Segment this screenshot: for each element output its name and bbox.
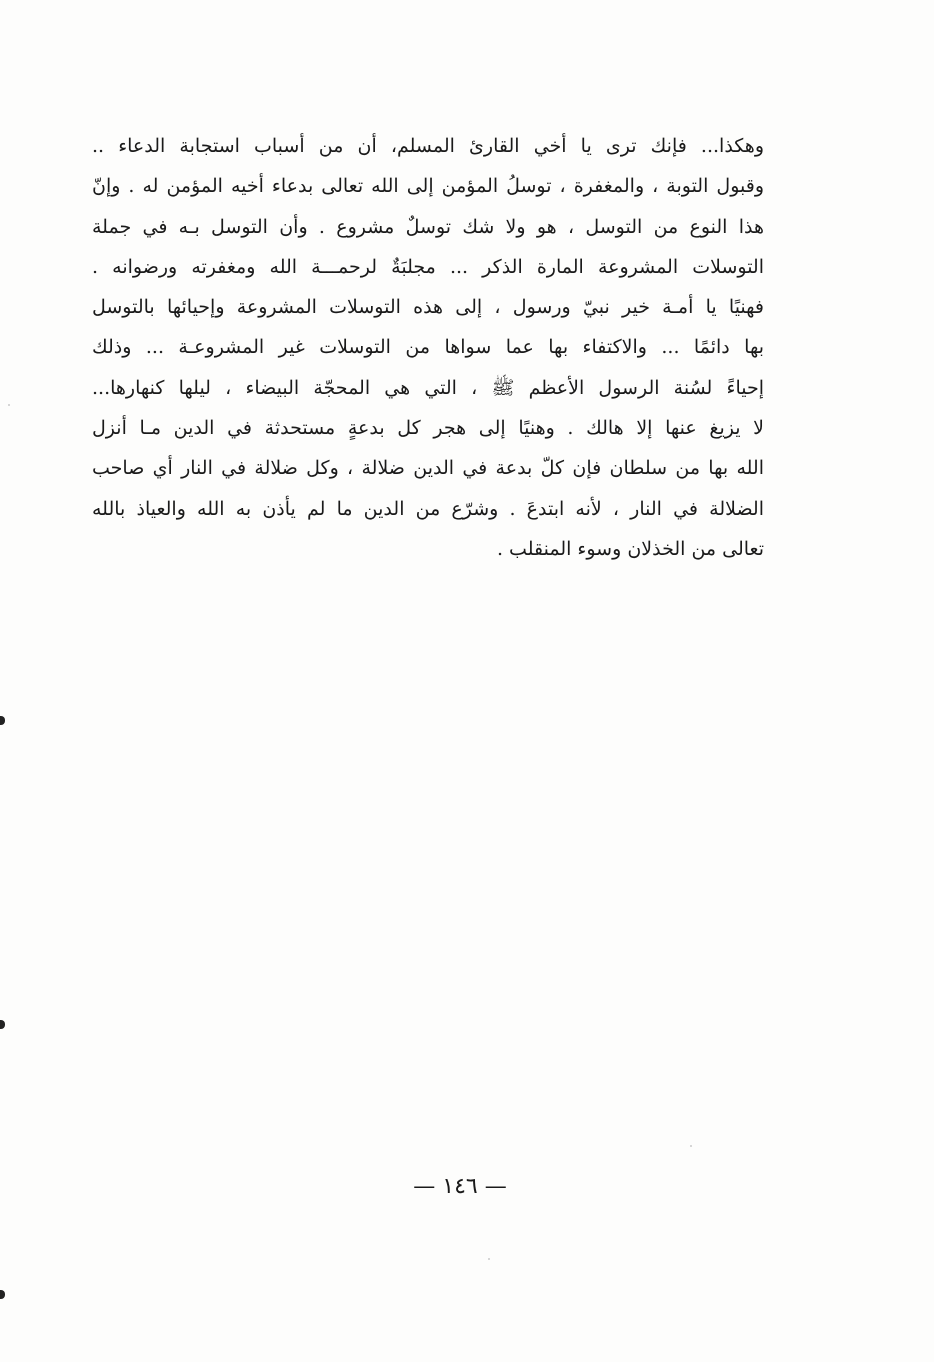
text-line: وهكذا... فإنك ترى يا أخي القارئ المسلم، أن من أسباب استجابة الدعاء .. [92, 135, 764, 157]
binding-hole-mark [0, 1020, 5, 1029]
text-line: الضلالة في النار ، لأنه ابتدعَ . وشرّع من الدين ما لم يأذن به الله والعياذ بالله [92, 497, 764, 520]
page-number: — ١٤٦ — [413, 1174, 507, 1199]
text-line: تعالى من الخذلان وسوء المنقلب . [496, 537, 764, 560]
text-line: وقبول التوبة ، والمغفرة ، توسلُ المؤمن إلى الله تعالى بدعاء أخيه المؤمن له . وإنّ [92, 175, 764, 198]
scan-speck [488, 1258, 490, 1260]
scan-speck [8, 404, 10, 406]
binding-hole-mark [0, 716, 5, 725]
text-line: التوسلات المشروعة المارة الذكر ... مجلبَةٌ لرحمـــة الله ومغفرته ورضوانه . [92, 255, 764, 278]
body-text [92, 126, 764, 569]
text-line: الله بها من سلطان فإن كلّ بدعة في الدين ضلالة ، وكل ضلالة في النار أي صاحب [92, 457, 764, 480]
text-line: إحياءً لسُنة الرسول الأعظم ﷺ ، التي هي المحجّة البيضاء ، ليلها كنهارها... [92, 376, 764, 399]
text-line: فهنيًا يا أمـة خير نبيّ ورسول ، إلى هذه التوسلات المشروعة وإحيائها بالتوسل [92, 296, 764, 319]
text-line: لا يزيغ عنها إلا هالك . وهنيًا إلى هجر كل بدعةٍ مستحدثة في الدين مـا أنزل [92, 417, 764, 440]
text-line: بها دائمًا ... والاكتفاء بها عما سواها من التوسلات غير المشروعـة ... وذلك [92, 336, 764, 359]
scan-speck [690, 1145, 692, 1147]
text-line: هذا النوع من التوسل ، هو ولا شك توسلٌ مشروع . وأن التوسل بـه في جملة [92, 215, 764, 238]
binding-hole-mark [0, 1290, 5, 1299]
